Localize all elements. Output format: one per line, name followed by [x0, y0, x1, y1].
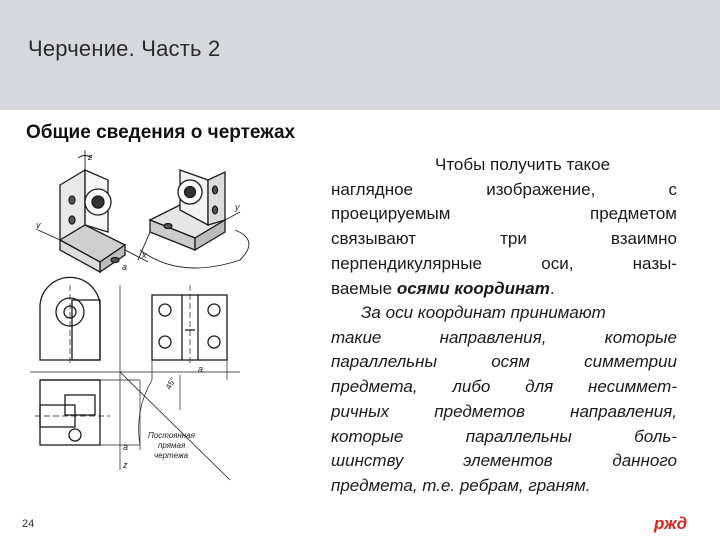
slide-header-title: Черчение. Часть 2 [28, 36, 221, 61]
axis-label: x [142, 250, 147, 260]
drawing-caption: прямая [158, 441, 186, 450]
paragraph-line: параллельны осям симметрии [331, 352, 677, 372]
emphasis-term: осями координат [396, 278, 550, 298]
axis-label: a [122, 262, 128, 272]
paragraph-line: связывают три взаимно [331, 229, 677, 249]
axis-label: y [36, 220, 41, 230]
orthographic-views [30, 277, 240, 480]
section-title: Общие сведения о чертежах [26, 122, 296, 143]
axis-label: y [235, 202, 240, 212]
isometric-part-left [60, 170, 128, 272]
paragraph-line: шинству элементов данного [331, 451, 677, 471]
logo-text: ржд [654, 514, 688, 533]
paragraph-line: проецируемым предметом [331, 204, 677, 224]
paragraph-line: наглядное изображение, с [331, 179, 677, 199]
front-view [40, 277, 100, 365]
paragraph-line: перпендикулярные оси, назы- [331, 253, 677, 273]
paragraph-line: которые параллельны боль- [331, 426, 677, 446]
top-view [35, 380, 110, 445]
isometric-part-right [150, 170, 225, 250]
paragraph-text: . [549, 278, 555, 298]
page-number: 24 [22, 518, 35, 530]
paragraph-line [331, 277, 677, 302]
definition-paragraph [331, 301, 677, 499]
paragraph-line: За оси координат принимают [361, 303, 606, 322]
paragraph-line: такие направления, которые [331, 327, 677, 347]
paragraph-line: предмета, т.е. ребрам, граням. [331, 475, 591, 495]
intro-paragraph [331, 153, 677, 301]
axis-label: a [123, 442, 129, 452]
paragraph-line: ричных предметов направления, [331, 401, 677, 421]
axis-label: a [198, 364, 204, 374]
axis-label: z [123, 460, 128, 470]
isometric-views [35, 150, 249, 272]
paragraph-line: Чтобы получить такое [435, 155, 611, 174]
paragraph-line: предмета, либо для несиммет- [331, 377, 677, 397]
drawing-caption: Постоянная [148, 431, 195, 440]
side-view [152, 285, 227, 365]
angle-label: 45° [163, 376, 178, 391]
axis-label: z [88, 152, 93, 162]
paragraph-text: ваемые [331, 278, 397, 298]
drawing-caption: чертежа [154, 451, 189, 460]
rzd-logo [652, 512, 702, 534]
technical-drawing [30, 150, 325, 495]
